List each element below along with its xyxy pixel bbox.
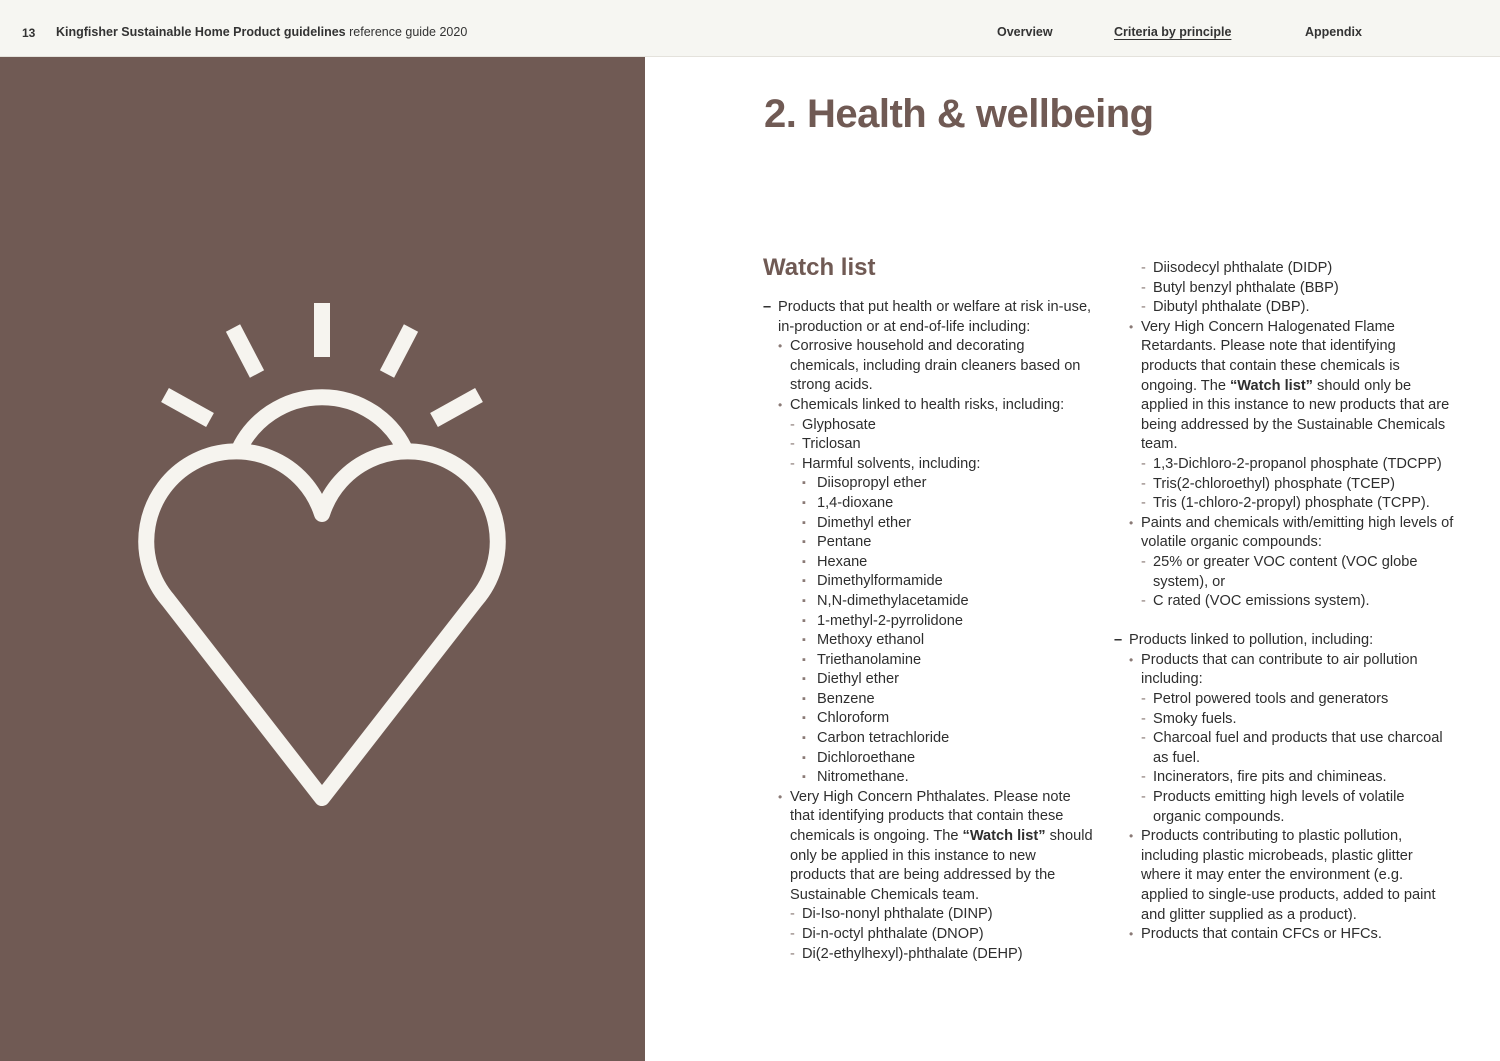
list-item: ▪ Diisopropyl ether: [802, 474, 1093, 494]
section-title: Watch list: [763, 254, 876, 281]
list-item: • Products contributing to plastic pollution, including plastic microbeads, plastic glitter where it may enter the environment (e.g. applied to single-use products, added to paint and glitter supplied as a product).: [1129, 827, 1454, 925]
list-item: [778, 788, 1093, 964]
column-right: [1114, 259, 1454, 945]
list-item: ▪ Pentane: [802, 533, 1093, 553]
list-item: - Incinerators, fire pits and chimineas.: [1141, 768, 1454, 788]
list-item: [1129, 514, 1454, 612]
list-item-text: Products linked to pollution, including:: [1129, 632, 1374, 649]
list-item: [778, 396, 1093, 788]
list-item: ▪ Benzene: [802, 690, 1093, 710]
list-item-text: Products that put health or welfare at risk in-use, in-production or at end-of-life including:: [778, 299, 1092, 335]
list-item: - Di-Iso-nonyl phthalate (DINP): [790, 905, 1093, 925]
list-item: - Charcoal fuel and products that use charcoal as fuel.: [1141, 729, 1454, 768]
heart-with-sun-icon: [0, 57, 645, 1061]
list-item: - Smoky fuels.: [1141, 710, 1454, 730]
list-item: ▪ N,N-dimethylacetamide: [802, 592, 1093, 612]
list-item: - Di(2-ethylhexyl)-phthalate (DEHP): [790, 945, 1093, 965]
list-item: [1129, 318, 1454, 514]
list-item: - Triclosan: [790, 435, 1093, 455]
list-item: [790, 455, 1093, 788]
list-item-text: should only be applied in this instance to new products that are being addressed by the Sustainable Chemicals team.: [1141, 377, 1450, 453]
list-item-text: Products that can contribute to air pollution including:: [1141, 651, 1418, 688]
page-number: 13: [22, 26, 36, 40]
list-item: ▪ Dimethylformamide: [802, 572, 1093, 592]
list-item: • Products that contain CFCs or HFCs.: [1129, 925, 1454, 945]
list-item-text: Harmful solvents, including:: [802, 455, 981, 472]
list-item-text: Very High Concern Phthalates. Please note that identifying products that contain these chemicals is ongoing. The: [790, 788, 1071, 845]
list-item: [763, 298, 1093, 964]
list-item: - Tris (1-chloro-2-propyl) phosphate (TCPP).: [1141, 494, 1454, 514]
list-item: ▪ Methoxy ethanol: [802, 631, 1093, 651]
list-item: - Butyl benzyl phthalate (BBP): [1141, 279, 1454, 299]
nav-overview[interactable]: Overview: [997, 25, 1053, 39]
list-item: - Diisodecyl phthalate (DIDP): [1141, 259, 1454, 279]
list-item: ▪ Nitromethane.: [802, 768, 1093, 788]
page-title: 2. Health & wellbeing: [764, 92, 1154, 136]
list-item: ▪ 1,4-dioxane: [802, 494, 1093, 514]
list-item: - Di-n-octyl phthalate (DNOP): [790, 925, 1093, 945]
list-item: - Glyphosate: [790, 416, 1093, 436]
watch-list-bold: “Watch list”: [1230, 377, 1313, 394]
list-item: ▪ Diethyl ether: [802, 670, 1093, 690]
list-item-text: Chemicals linked to health risks, including:: [790, 396, 1065, 413]
list-item: - Tris(2-chloroethyl) phosphate (TCEP): [1141, 475, 1454, 495]
watch-list-bold: “Watch list”: [962, 828, 1046, 845]
document-title: [56, 25, 467, 39]
list-item: ▪ Hexane: [802, 553, 1093, 573]
nav-criteria-by-principle[interactable]: Criteria by principle: [1114, 25, 1232, 39]
document-title-bold: Kingfisher Sustainable Home Product guidelines: [56, 25, 346, 39]
list-item: - Petrol powered tools and generators: [1141, 690, 1454, 710]
list-item: ▪ 1-methyl-2-pyrrolidone: [802, 612, 1093, 632]
illustration-panel: [0, 57, 645, 1061]
list-item-text: should only be applied in this instance to new products that are being addressed by the Sustainable Chemicals team.: [790, 828, 1093, 903]
list-item: ▪ Dimethyl ether: [802, 514, 1093, 534]
list-item: - C rated (VOC emissions system).: [1141, 592, 1454, 612]
nav-appendix[interactable]: Appendix: [1305, 25, 1362, 39]
list-item-text: Paints and chemicals with/emitting high levels of volatile organic compounds:: [1141, 514, 1454, 551]
list-item: ▪ Chloroform: [802, 709, 1093, 729]
list-item: [1129, 651, 1454, 827]
list-item: - 1,3-Dichloro-2-propanol phosphate (TDCPP): [1141, 455, 1454, 475]
list-item-text: Very High Concern Halogenated Flame Retardants. Please note that identifying products that contain these chemicals is ongoing. The: [1141, 318, 1400, 394]
column-left: [763, 298, 1093, 964]
list-item: ▪ Dichloroethane: [802, 749, 1093, 769]
list-item: - 25% or greater VOC content (VOC globe system), or: [1141, 553, 1454, 592]
list-item: • Corrosive household and decorating chemicals, including drain cleaners based on strong acids.: [778, 337, 1093, 396]
list-item: [1114, 631, 1454, 945]
list-item: ▪ Triethanolamine: [802, 651, 1093, 671]
list-item: ▪ Carbon tetrachloride: [802, 729, 1093, 749]
list-item: - Dibutyl phthalate (DBP).: [1141, 298, 1454, 318]
list-item: - Products emitting high levels of volatile organic compounds.: [1141, 788, 1454, 827]
document-title-rest: reference guide 2020: [349, 25, 468, 39]
top-bar: [0, 0, 1500, 57]
